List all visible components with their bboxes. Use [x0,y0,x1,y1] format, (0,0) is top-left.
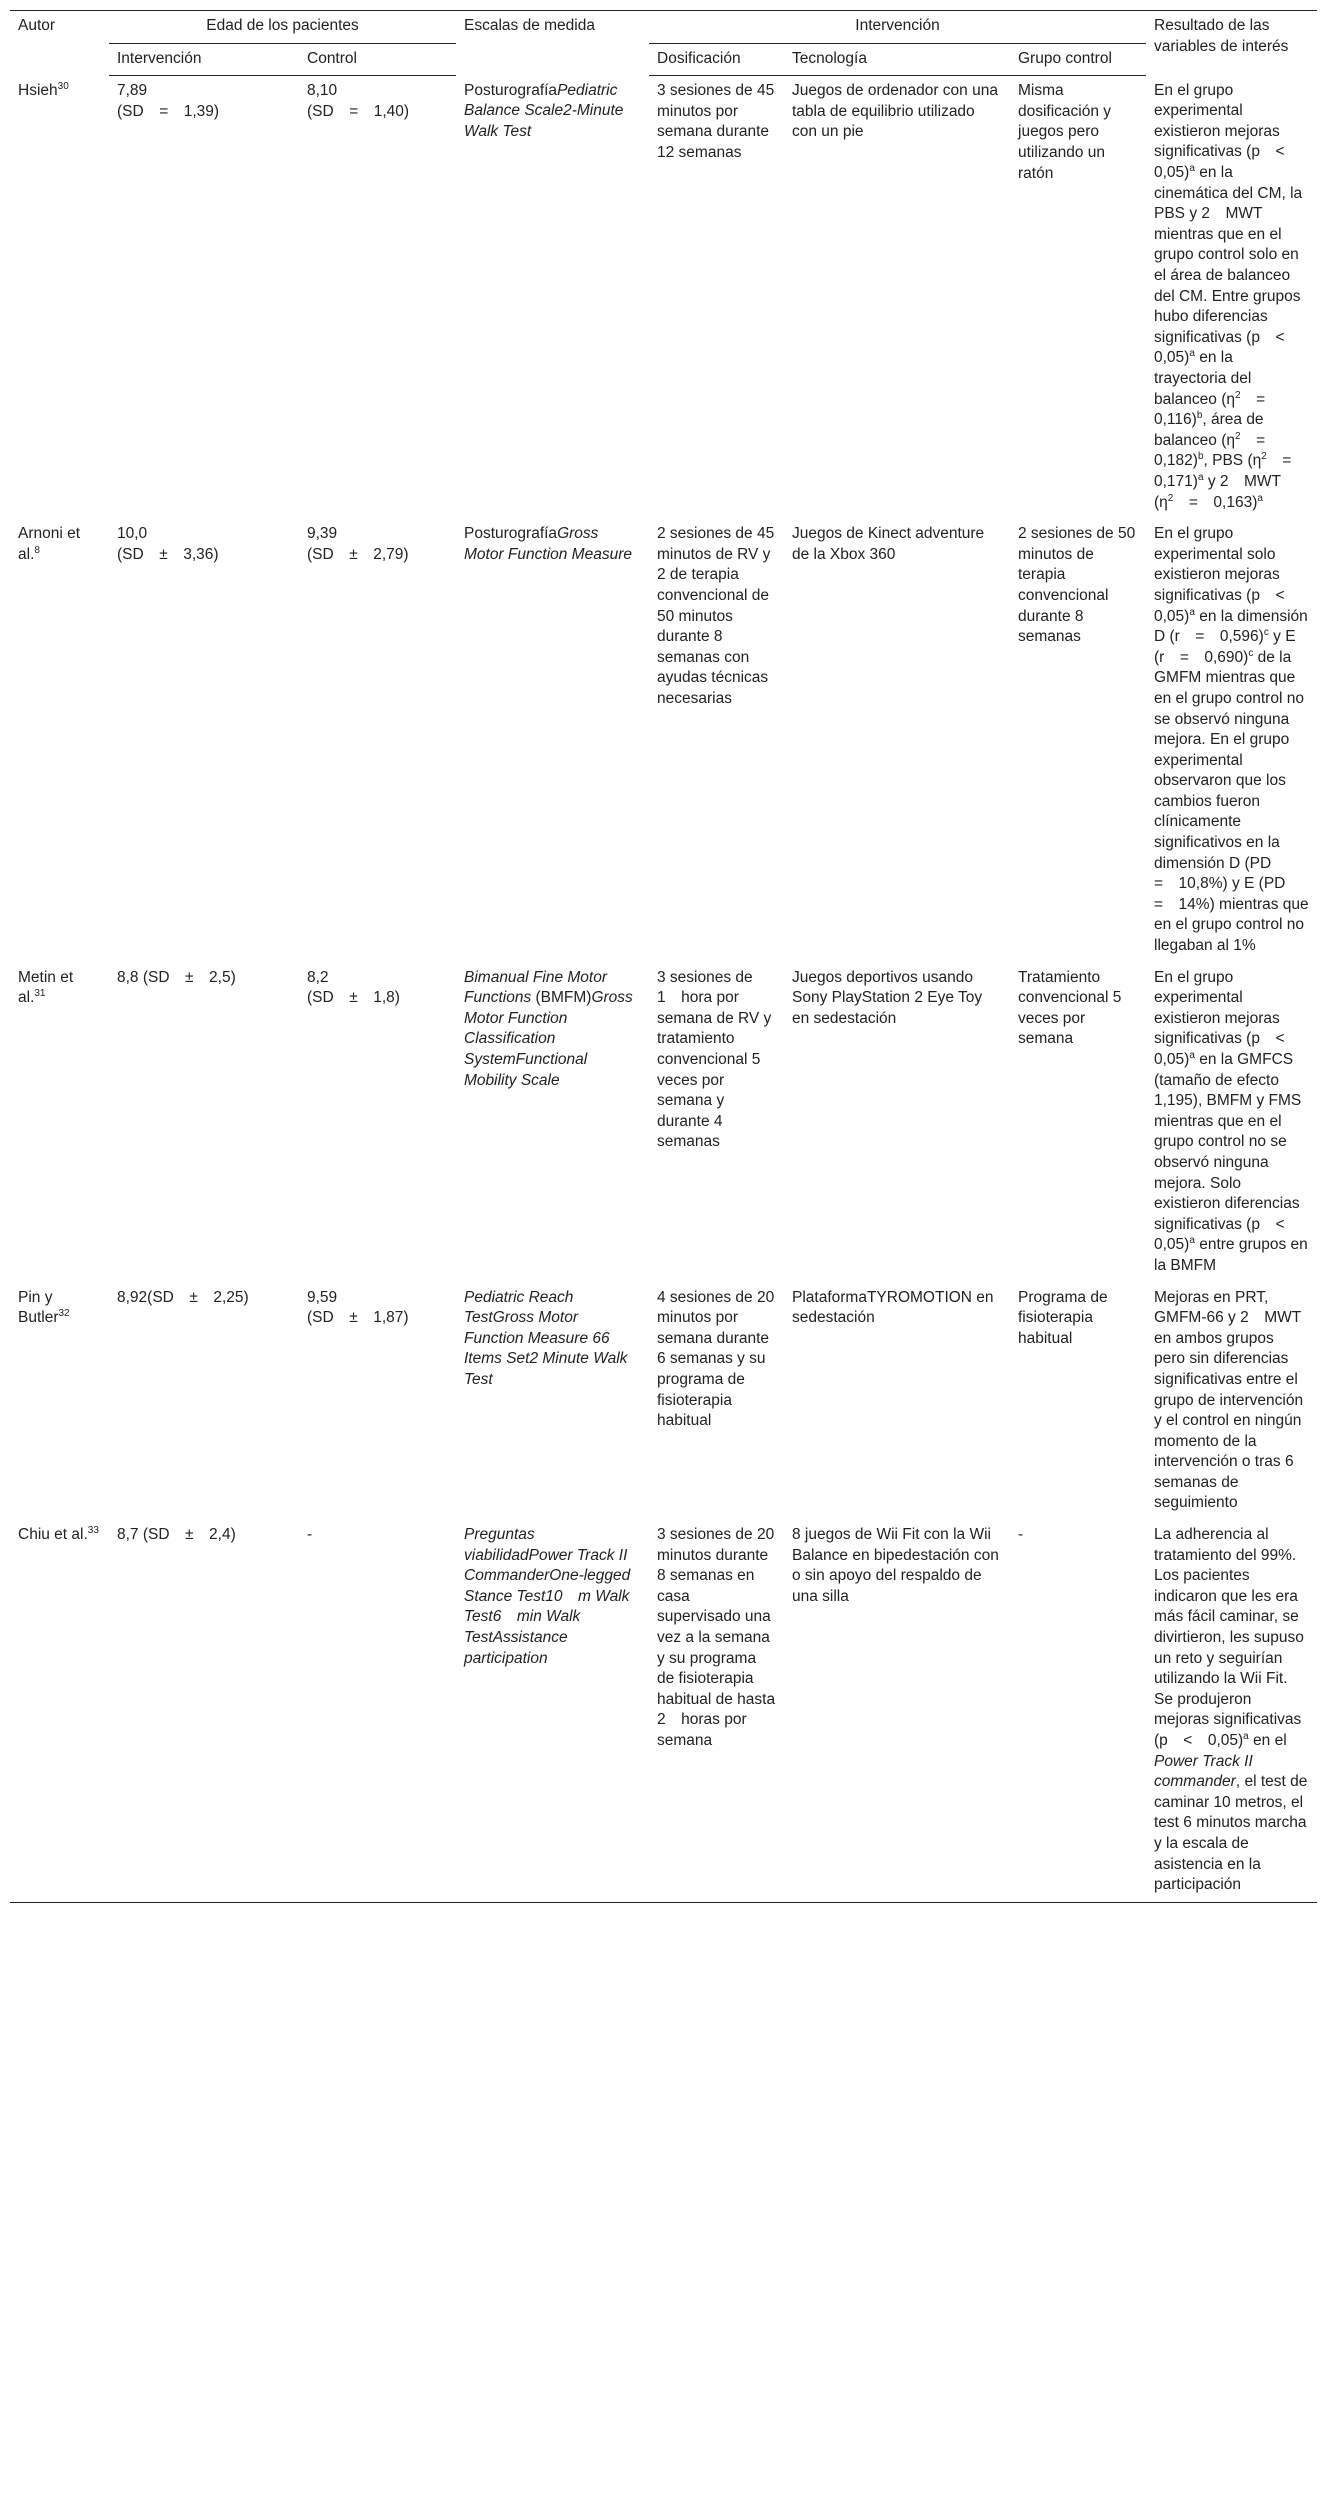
cell-tecnologia: Juegos deportivos usando Sony PlayStation 2 Eye Toy en sedestación [792,968,983,1027]
cell-grupo-control: - [1010,1520,1146,1902]
cell-resultado: En el grupo experimental existieron mejoras significativas (p < 0,05)$^a$ en la GMFCS (tamaño de efecto 1,195), BMFM y FMS mientras que en el grupo control no se observó ninguna mejora. Solo existieron diferencias significativas (p < 0,05)$^a$ entre grupos en la BMFM [1154,968,1308,1274]
cell-grupo-control: 2 sesiones de 50 minutos de terapia convencional durante 8 semanas [1018,525,1136,646]
col-header-escalas: Escalas de medida [456,11,649,76]
col-header-edad-control: Control [299,43,456,76]
col-header-edad-intervencion: Intervención [109,43,299,76]
table-row [10,76,1317,519]
col-header-autor: Autor [10,11,109,76]
cell-edad-control: 9,59 (SD ± 1,87) [307,1288,409,1327]
col-header-intervencion: Intervención [649,11,1146,44]
cell-tecnologia: Juegos de ordenador con una tabla de equilibrio utilizado con un pie [792,82,998,141]
cell-edad-intervencion: 10,0 (SD ± 3,36) [117,525,219,563]
table-row [10,1283,1317,1521]
cell-edad-intervencion: 7,89 (SD = 1,39) [117,82,220,120]
cell-escalas: PosturografíaPediatric Balance Scale2-Minute Walk Test [464,81,624,140]
cell-dosificacion: 3 sesiones de 20 minutos durante 8 semanas en casa supervisado una vez a la semana y su programa de fisioterapia habitual de hasta 2 horas por semana [649,1520,784,1902]
cell-tecnologia: Juegos de Kinect adventure de la Xbox 360 [792,525,985,563]
col-header-resultado: Resultado de las variables de interés [1146,11,1317,76]
cell-escalas: Bimanual Fine Motor Functions (BMFM)Gross Motor Function Classification SystemFunctional Mobility Scale [464,968,633,1089]
cell-dosificacion: 2 sesiones de 45 minutos de RV y 2 de terapia convencional de 50 minutos durante 8 semanas con ayudas técnicas necesarias [657,525,775,707]
cell-resultado: La adherencia al tratamiento del 99%. Los pacientes indicaron que les era más fácil caminar, se divirtieron, les supuso un reto y seguirían utilizando la Wii Fit. Se produjeron mejoras significativas (p < 0,05)$^a$ en el Power Track II commander, el test de caminar 10 metros, el test 6 minutos marcha y la escala de asistencia en la participación [1146,1520,1317,1902]
col-header-edad: Edad de los pacientes [109,11,456,44]
col-header-tecnologia: Tecnología [784,43,1010,76]
table-row [10,519,1317,962]
cell-edad-intervencion: 8,7 (SD ± 2,4) [109,1520,299,1902]
cell-resultado: Mejoras en PRT, GMFM-66 y 2 MWT en ambos grupos pero sin diferencias significativas entre el grupo de intervención y el control en ningún momento de la intervención o tras 6 semanas de seguimiento [1154,1288,1304,1512]
cell-grupo-control: Misma dosificación y juegos pero utilizando un ratón [1018,82,1112,182]
cell-edad-intervencion: 8,92(SD ± 2,25) [117,1288,249,1306]
cell-autor: Pin y Butler$^{32}$ [18,1288,70,1327]
cell-dosificacion: 3 sesiones de 1 hora por semana de RV y tratamiento convencional 5 veces por semana y durante 4 semanas [657,968,772,1151]
cell-resultado: En el grupo experimental existieron mejoras significativas (p < 0,05)$^a$ en la cinemática del CM, la PBS y 2 MWT mientras que en el grupo control solo en el área de balanceo del CM. Entre grupos hubo diferencias significativas (p < 0,05)$^a$ en la trayectoria del balanceo ($\eta^2$ = 0,116)$^b$, área de balanceo ($\eta^2$ = 0,182)$^b$, PBS ($\eta^2$ = 0,171)$^a$ y 2 MWT ($\eta^2$ = 0,163)$^a$ [1154,81,1307,511]
cell-autor: Hsieh$^{30}$ [18,80,69,99]
cell-grupo-control: Tratamiento convencional 5 veces por semana [1018,968,1122,1048]
table-row [10,1520,1317,1902]
cell-autor: Chiu et al.$^{33}$ [10,1520,109,1902]
cell-edad-control: 8,2 (SD ± 1,8) [307,968,400,1007]
cell-edad-control: 8,10 (SD = 1,40) [307,82,410,120]
table-row [10,963,1317,1283]
cell-escalas: Preguntas viabilidadPower Track II CommanderOne-legged Stance Test10 m Walk Test6 min Walk TestAssistance participation [456,1520,649,1902]
cell-tecnologia: PlataformaTYROMOTION en sedestación [792,1288,994,1327]
col-header-grupo-control: Grupo control [1010,43,1146,76]
cell-grupo-control: Programa de fisioterapia habitual [1018,1288,1108,1347]
cell-edad-control: 9,39 (SD ± 2,79) [307,525,409,563]
cell-resultado: En el grupo experimental solo existieron mejoras significativas (p < 0,05)$^a$ en la dimensión D (r = 0,596)$^c$ y E (r = 0,690)$^c$ de la GMFM mientras que en el grupo control no se observó ninguna mejora. En el grupo experimental observaron que los cambios fueron clínicamente significativos en la dimensión D (PD = 10,8%) y E (PD = 14%) mientras que en el grupo control no llegaban al 1% [1154,525,1309,955]
cell-edad-control: - [299,1520,456,1902]
cell-autor: Metin et al.$^{31}$ [18,968,74,1007]
cell-dosificacion: 4 sesiones de 20 minutos por semana durante 6 semanas y su programa de fisioterapia habitual [657,1288,775,1430]
cell-dosificacion: 3 sesiones de 45 minutos por semana durante 12 semanas [657,82,775,161]
cell-edad-intervencion: 8,8 (SD ± 2,5) [117,968,236,986]
results-table [10,10,1317,1903]
cell-escalas: Pediatric Reach TestGross Motor Function Measure 66 Items Set2 Minute Walk Test [464,1288,628,1388]
cell-autor: Arnoni et al.$^8$ [18,525,81,563]
cell-escalas: PosturografíaGross Motor Function Measure [464,525,632,563]
col-header-dosificacion: Dosificación [649,43,784,76]
cell-tecnologia: 8 juegos de Wii Fit con la Wii Balance en bipedestación con o sin apoyo del respaldo de una silla [784,1520,1010,1902]
